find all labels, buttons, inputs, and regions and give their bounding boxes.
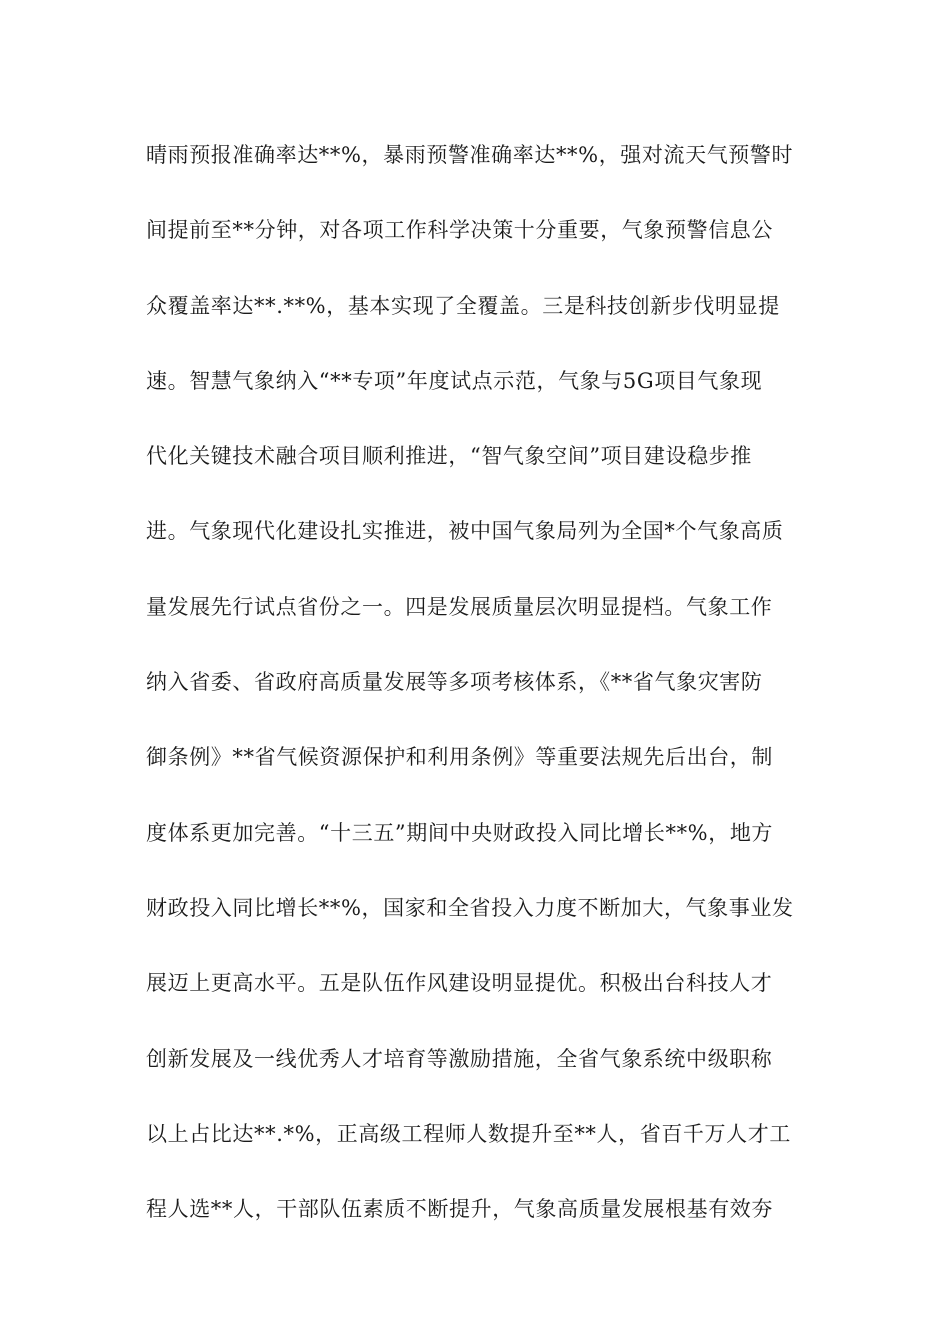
text-line: 以上占比达**.*%，正高级工程师人数提升至**人，省百千万人才工 (146, 1121, 791, 1146)
text-line: 财政投入同比增长**%，国家和全省投入力度不断加大，气象事业发 (146, 895, 794, 920)
text-line: 速。智慧气象纳入“**专项”年度试点示范，气象与5G项目气象现 (146, 368, 763, 393)
text-line: 御条例》**省气候资源保护和利用条例》等重要法规先后出台，制 (146, 745, 773, 770)
document-body (146, 131, 806, 1260)
text-line: 晴雨预报准确率达**%，暴雨预警准确率达**%，强对流天气预警时 (146, 143, 794, 167)
text-line: 量发展先行试点省份之一。四是发展质量层次明显提档。气象工作 (146, 594, 773, 619)
text-line: 程人选**人，干部队伍素质不断提升，气象高质量发展根基有效夯 (146, 1197, 773, 1222)
text-line: 进。气象现代化建设扎实推进，被中国气象局列为全国*个气象高质 (146, 519, 784, 544)
text-line: 展迈上更高水平。五是队伍作风建设明显提优。积极出台科技人才 (146, 971, 773, 996)
text-line: 间提前至**分钟，对各项工作科学决策十分重要，气象预警信息公 (146, 218, 773, 243)
text-line: 代化关键技术融合项目顺利推进，“智气象空间”项目建设稳步推 (146, 444, 752, 469)
text-line: 众覆盖率达**.**%，基本实现了全覆盖。三是科技创新步伐明显提 (146, 293, 780, 318)
text-line: 纳入省委、省政府高质量发展等多项考核体系，《**省气象灾害防 (146, 670, 763, 695)
text-line: 创新发展及一线优秀人才培育等激励措施，全省气象系统中级职称 (146, 1046, 773, 1071)
text-line: 度体系更加完善。“十三五”期间中央财政投入同比增长**%，地方 (146, 820, 774, 845)
